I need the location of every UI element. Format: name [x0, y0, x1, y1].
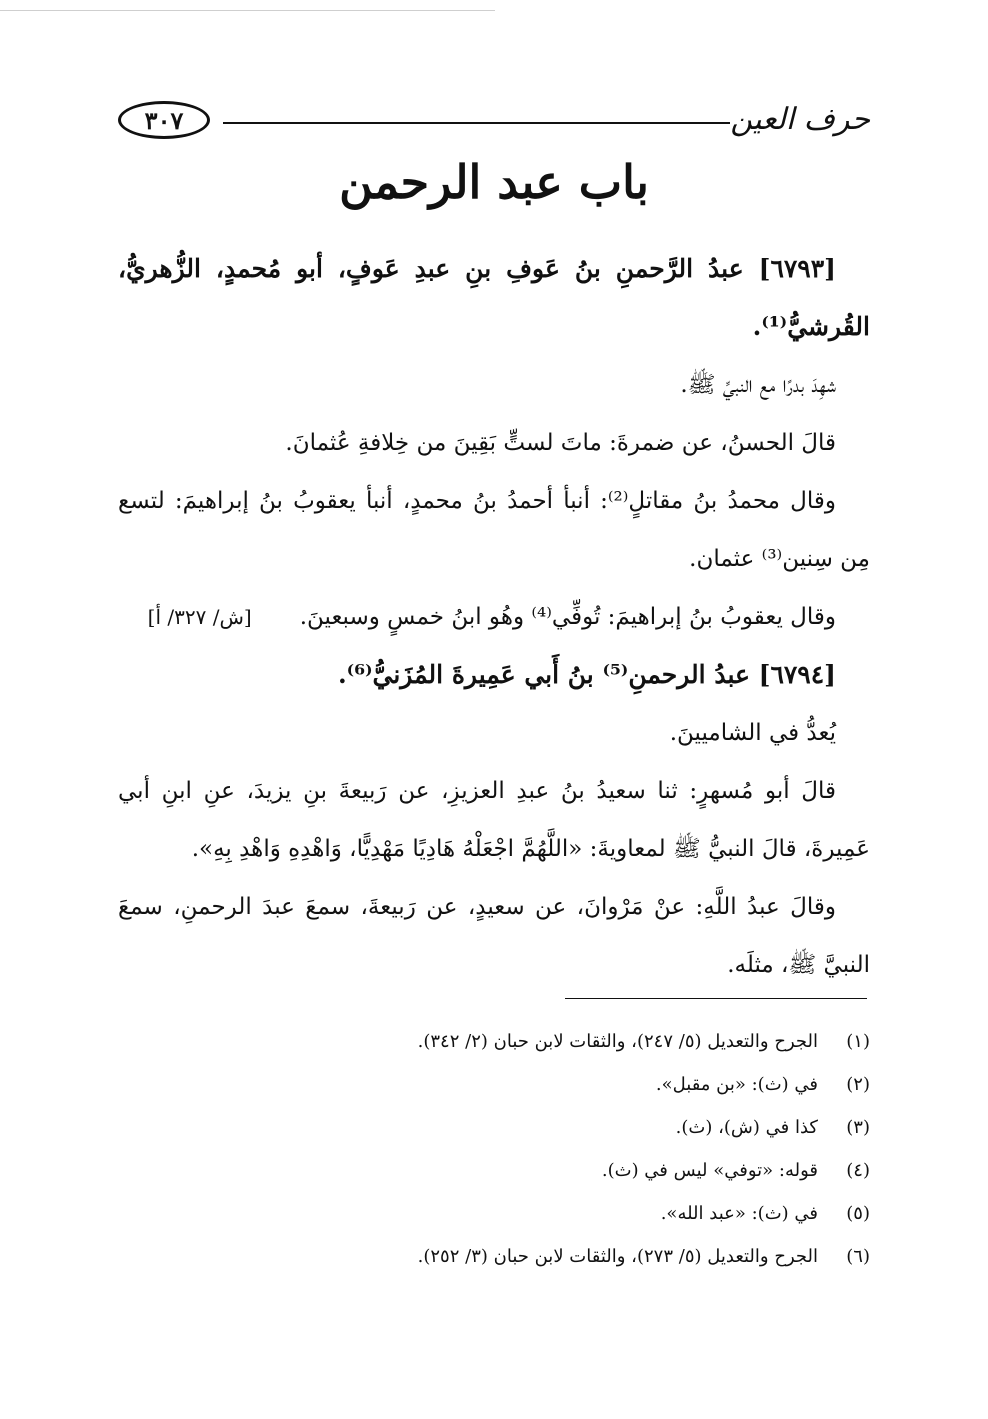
main-text — [118, 240, 870, 994]
footnote — [118, 1192, 870, 1235]
paragraph — [118, 588, 870, 646]
footnote — [118, 1235, 870, 1278]
footnote-number: (٦) — [846, 1246, 870, 1267]
footnote-text: الجرح والتعديل (٥/ ٢٤٧)، والثقات لابن حبان (٢/ ٣٤٢). — [417, 1031, 818, 1052]
page-header — [118, 100, 870, 148]
section-title: باب عبد الرحمن — [339, 155, 649, 209]
footnote-text: في (ث): «عبد الله». — [660, 1203, 818, 1224]
footnote — [118, 1106, 870, 1149]
entry-heading-6793: [٦٧٩٣] عبدُ الرَّحمنِ بنُ عَوفِ بنِ عبدِ عَوفٍ، أبو مُحمدٍ، الزُّهريُّ، القُرشيُّ⁽¹⁾. — [118, 254, 870, 341]
footnote — [118, 1149, 870, 1192]
footnote-separator — [565, 998, 867, 999]
footnote-number: (١) — [846, 1031, 870, 1052]
paragraph: وقال محمدُ بنُ مقاتلٍ⁽²⁾: أنبأ أحمدُ بنُ محمدٍ، أنبأ يعقوبُ بنُ إبراهيمَ: لتسع مِن سِنين⁽³⁾ عثمان. — [118, 488, 870, 572]
footnotes — [118, 1020, 870, 1278]
footnote — [118, 1063, 870, 1106]
footnote-text: في (ث): «بن مقبل». — [655, 1074, 818, 1095]
footnote-text: كذا في (ش)، (ث). — [675, 1117, 818, 1138]
manuscript-reference: [ش/ ٣٢٧/ أ] — [147, 605, 252, 629]
paragraph: يُعدُّ في الشاميينَ. — [669, 720, 836, 746]
page-number-badge: ٣٠٧ — [118, 101, 210, 139]
paragraph: قالَ الحسنُ، عن ضمرةَ: ماتَ لستٍّ بَقِينَ من خِلافةِ عُثمانَ. — [285, 430, 836, 456]
running-chapter-title: حرف العين — [730, 102, 870, 137]
footnote-number: (٤) — [846, 1160, 870, 1181]
header-rule — [223, 122, 730, 124]
footnote — [118, 1020, 870, 1063]
paragraph: وقالَ عبدُ اللَّهِ: عنْ مَرْوانَ، عن سعيدٍ، عن رَبيعةَ، سمعَ عبدَ الرحمنِ، سمعَ النبيَّ ﷺ، مثلَه. — [118, 894, 870, 978]
entry-heading-6794: [٦٧٩٤] عبدُ الرحمنِ⁽⁵⁾ بنُ أَبي عَمِيرةَ المُزَنيُّ⁽⁶⁾. — [337, 660, 836, 689]
paragraph: قالَ أبو مُسهرٍ: ثنا سعيدُ بنُ عبدِ العزيزِ، عن رَبيعةَ بنِ يزيدَ، عنِ ابنِ أبي عَمِيرةَ، قالَ النبيُّ ﷺ لمعاويةَ: «اللَّهُمَّ اجْعَلْهُ هَادِيًا مَهْدِيًّا، وَاهْدِهِ وَاهْدِ بِهِ». — [118, 778, 870, 862]
footnote-number: (٥) — [846, 1203, 870, 1224]
footnote-text: قوله: «توفي» ليس في (ث). — [601, 1160, 818, 1181]
footnote-number: (٢) — [846, 1074, 870, 1095]
top-edge-rule — [0, 10, 495, 11]
footnote-number: (٣) — [846, 1117, 870, 1138]
paragraph-text: وقال يعقوبُ بنُ إبراهيمَ: تُوفِّي⁽⁴⁾ وهُو ابنُ خمسٍ وسبعينَ. — [299, 604, 836, 630]
footnote-text: الجرح والتعديل (٥/ ٢٧٣)، والثقات لابن حبان (٣/ ٢٥٢). — [417, 1246, 818, 1267]
paragraph: شهِدَ بدرًا مع النبيِّ ﷺ. — [680, 372, 836, 398]
